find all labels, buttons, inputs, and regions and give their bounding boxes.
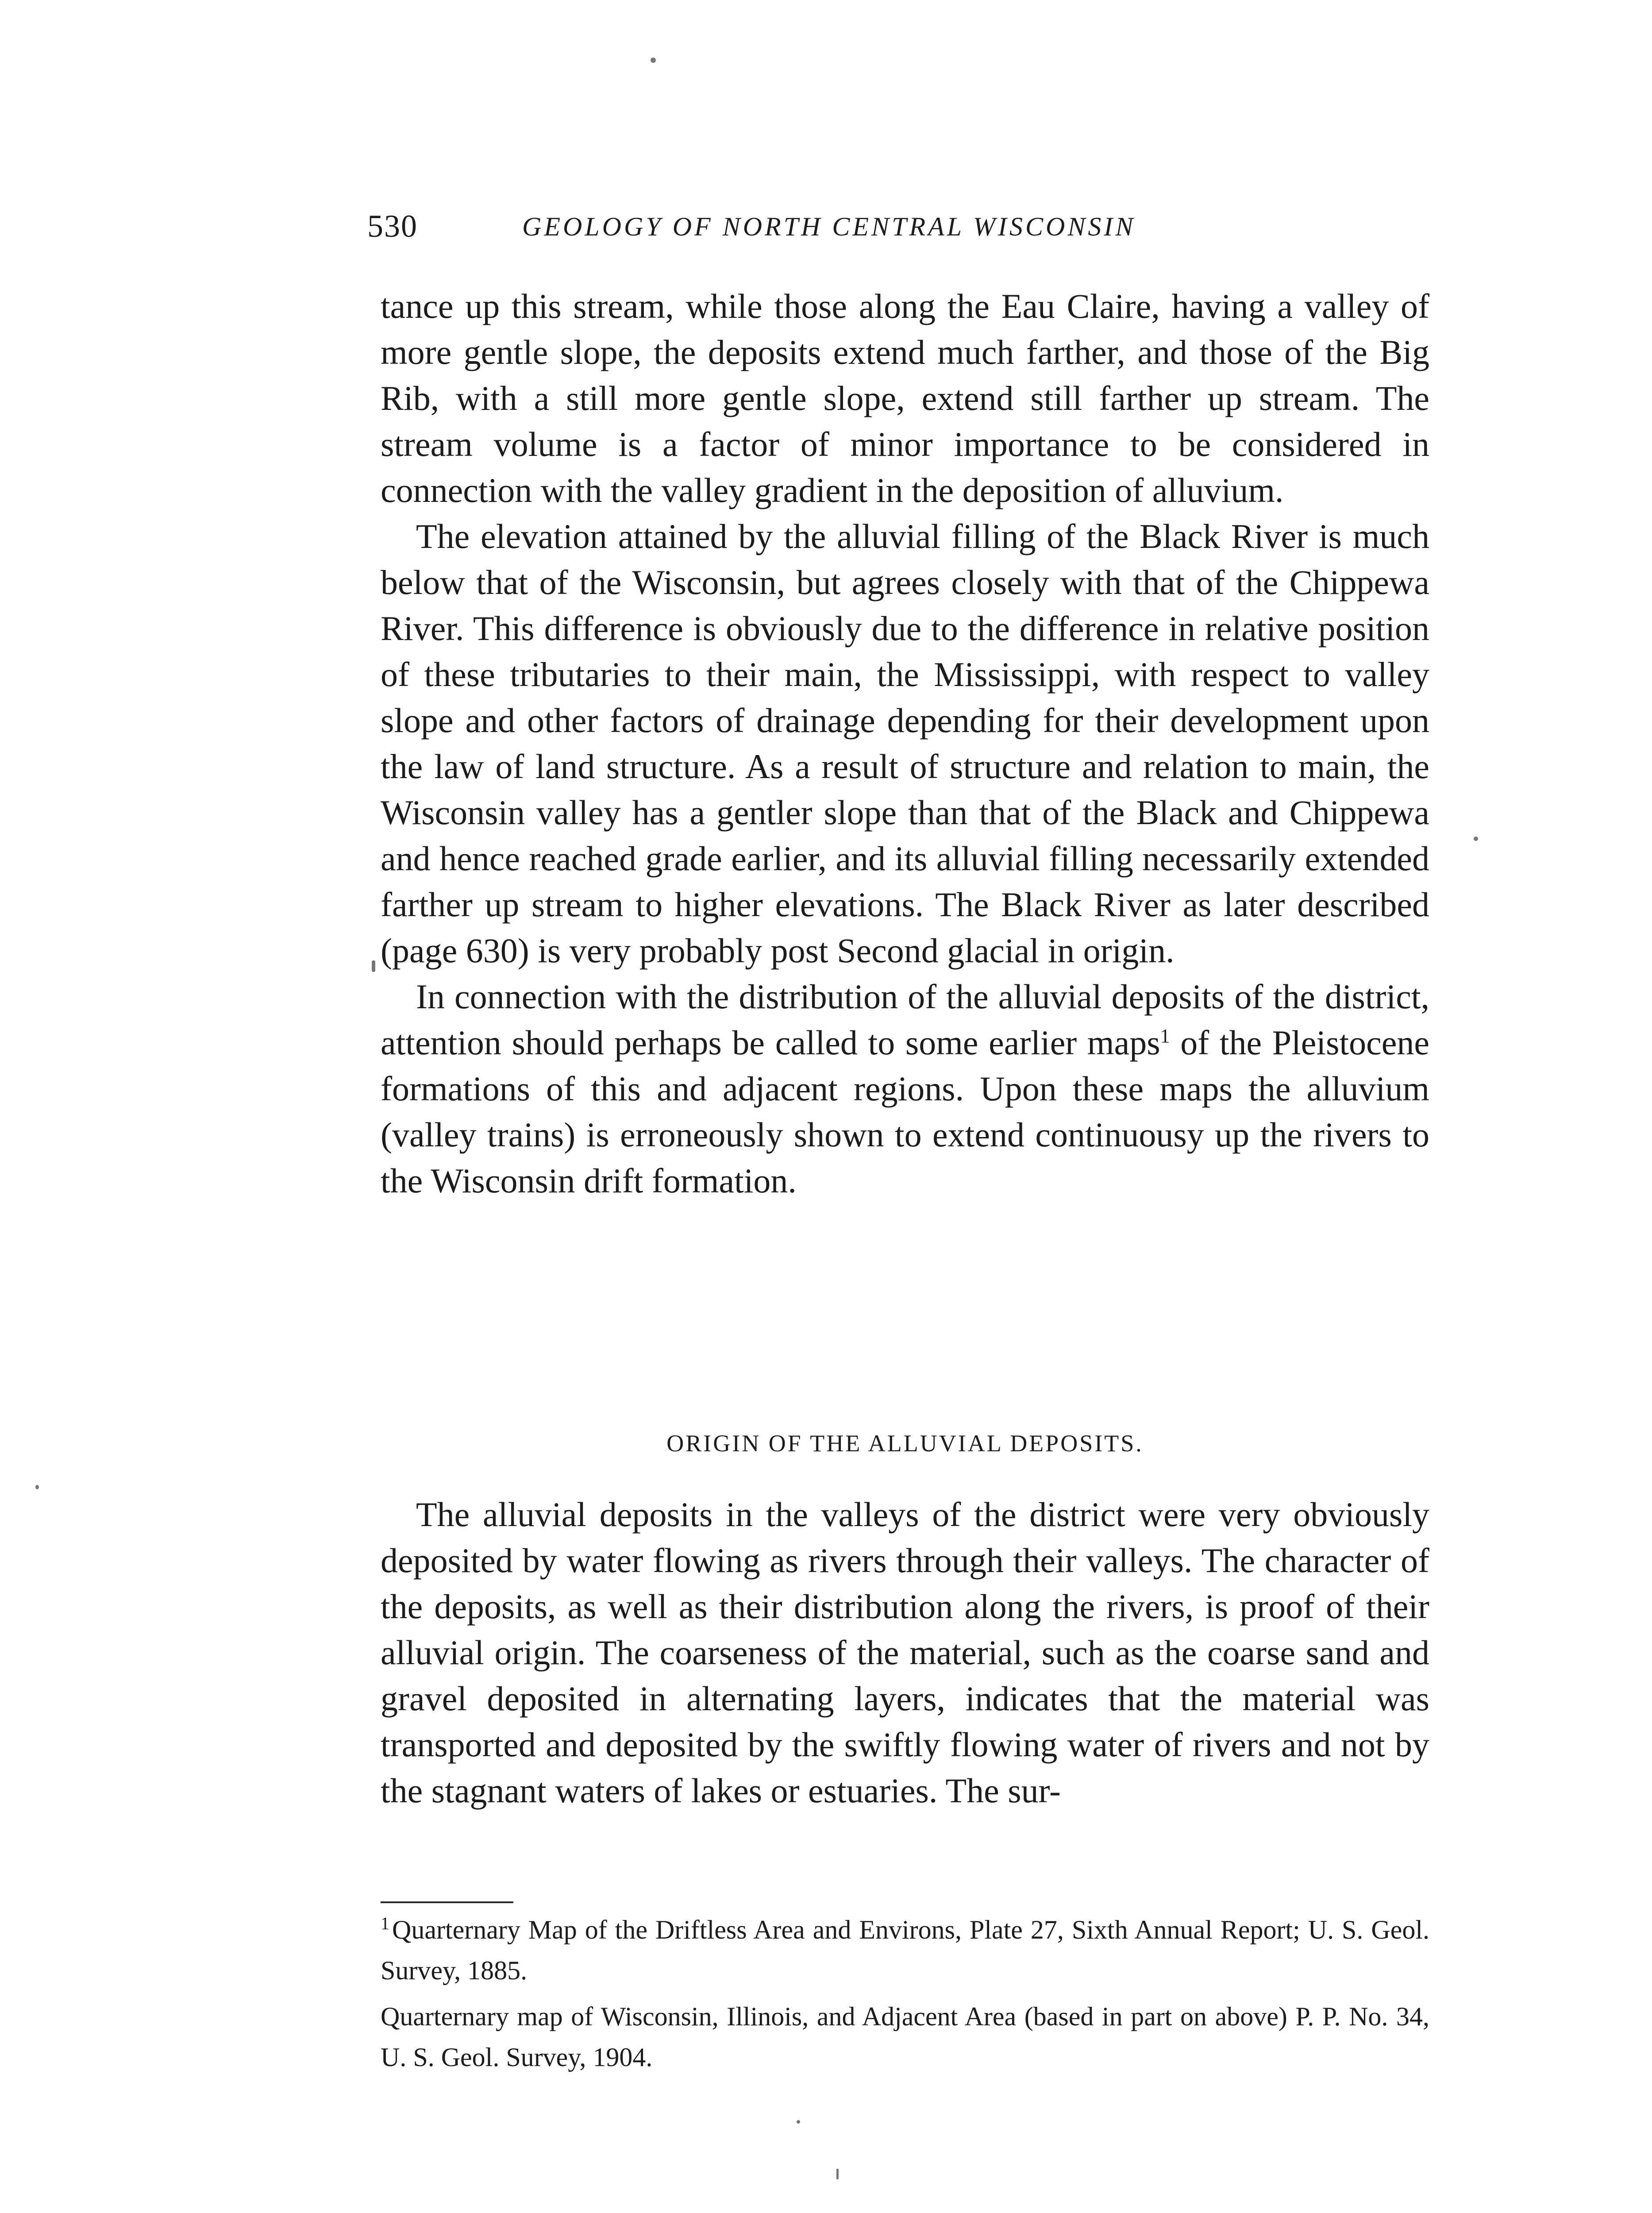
page-number: 530 <box>367 208 418 244</box>
running-title: GEOLOGY OF NORTH CENTRAL WISCONSIN <box>522 212 1136 241</box>
footnote-marker: 1 <box>381 1913 389 1933</box>
footnote-2-text: Quarternary map of Wisconsin, Illinois, and Adjacent Area (based in part on above) P. P. No. 34, U. S. Geol. Survey, 1904. <box>381 2002 1429 2072</box>
footnote-1-text: Quarternary Map of the Driftless Area and Environs, Plate 27, Sixth Annual Report; U. S. Geol. Survey, 1885. <box>381 1915 1429 1985</box>
body-text-upper <box>381 283 1429 1204</box>
scan-speck <box>35 1485 39 1489</box>
scan-speck <box>1474 837 1478 841</box>
scan-speck <box>797 2120 800 2124</box>
section-heading: ORIGIN OF THE ALLUVIAL DEPOSITS. <box>666 1430 1144 1457</box>
footnote-1 <box>381 1903 1429 1991</box>
footnote-reference: 1 <box>1160 1025 1170 1047</box>
body-text-lower <box>381 1492 1429 1814</box>
page-header <box>367 208 1447 248</box>
scan-speck <box>836 2169 839 2179</box>
paragraph-maps-text-b: of the Pleistocene formations of this and adjacent regions. Upon these maps the alluvium (valley trains) is erroneously shown to extend continuousy up the rivers to the Wisconsin drift formation. <box>381 1023 1429 1200</box>
footnotes <box>381 1903 1429 2083</box>
footnote-2 <box>381 1996 1429 2078</box>
paragraph-alluvial-origin: The alluvial deposits in the valleys of the district were very obviously deposited by water flowing as rivers through their valleys. The character of the deposits, as well as their distribution along the rivers, is proof of their alluvial origin. The coarseness of the material, such as the coarse sand and gravel deposited in alternating layers, indicates that the material was transported and deposited by the swiftly flowing water of rivers and not by the stagnant waters of lakes or estuaries. The sur- <box>381 1495 1429 1810</box>
paragraph-continuation: tance up this stream, while those along the Eau Claire, having a valley of more gentle slope, the deposits extend much farther, and those of the Big Rib, with a still more gentle slope, extend still farther up stream. The stream volume is a factor of minor importance to be considered in connection with the valley gradient in the deposition of alluvium. <box>381 287 1429 509</box>
paragraph-maps-text-a: In connection with the distribution of the alluvial deposits of the district, attention should perhaps be called to some earlier maps <box>381 977 1429 1062</box>
paragraph-earlier-maps <box>381 974 1429 1204</box>
paragraph-black-river: The elevation attained by the alluvial filling of the Black River is much below that of the Wisconsin, but agrees closely with that of the Chippewa River. This difference is obviously due to the difference in relative position of these tributaries to their main, the Mississippi, with respect to valley slope and other factors of drainage depending for their development upon the law of land structure. As a result of structure and relation to main, the Wisconsin valley has a gentler slope than that of the Black and Chippewa and hence reached grade earlier, and its alluvial filling necessarily extended farther up stream to higher elevations. The Black River as later described (page 630) is very probably post Second glacial in origin. <box>381 517 1429 970</box>
scan-speck <box>372 960 375 972</box>
scan-speck <box>651 58 656 63</box>
